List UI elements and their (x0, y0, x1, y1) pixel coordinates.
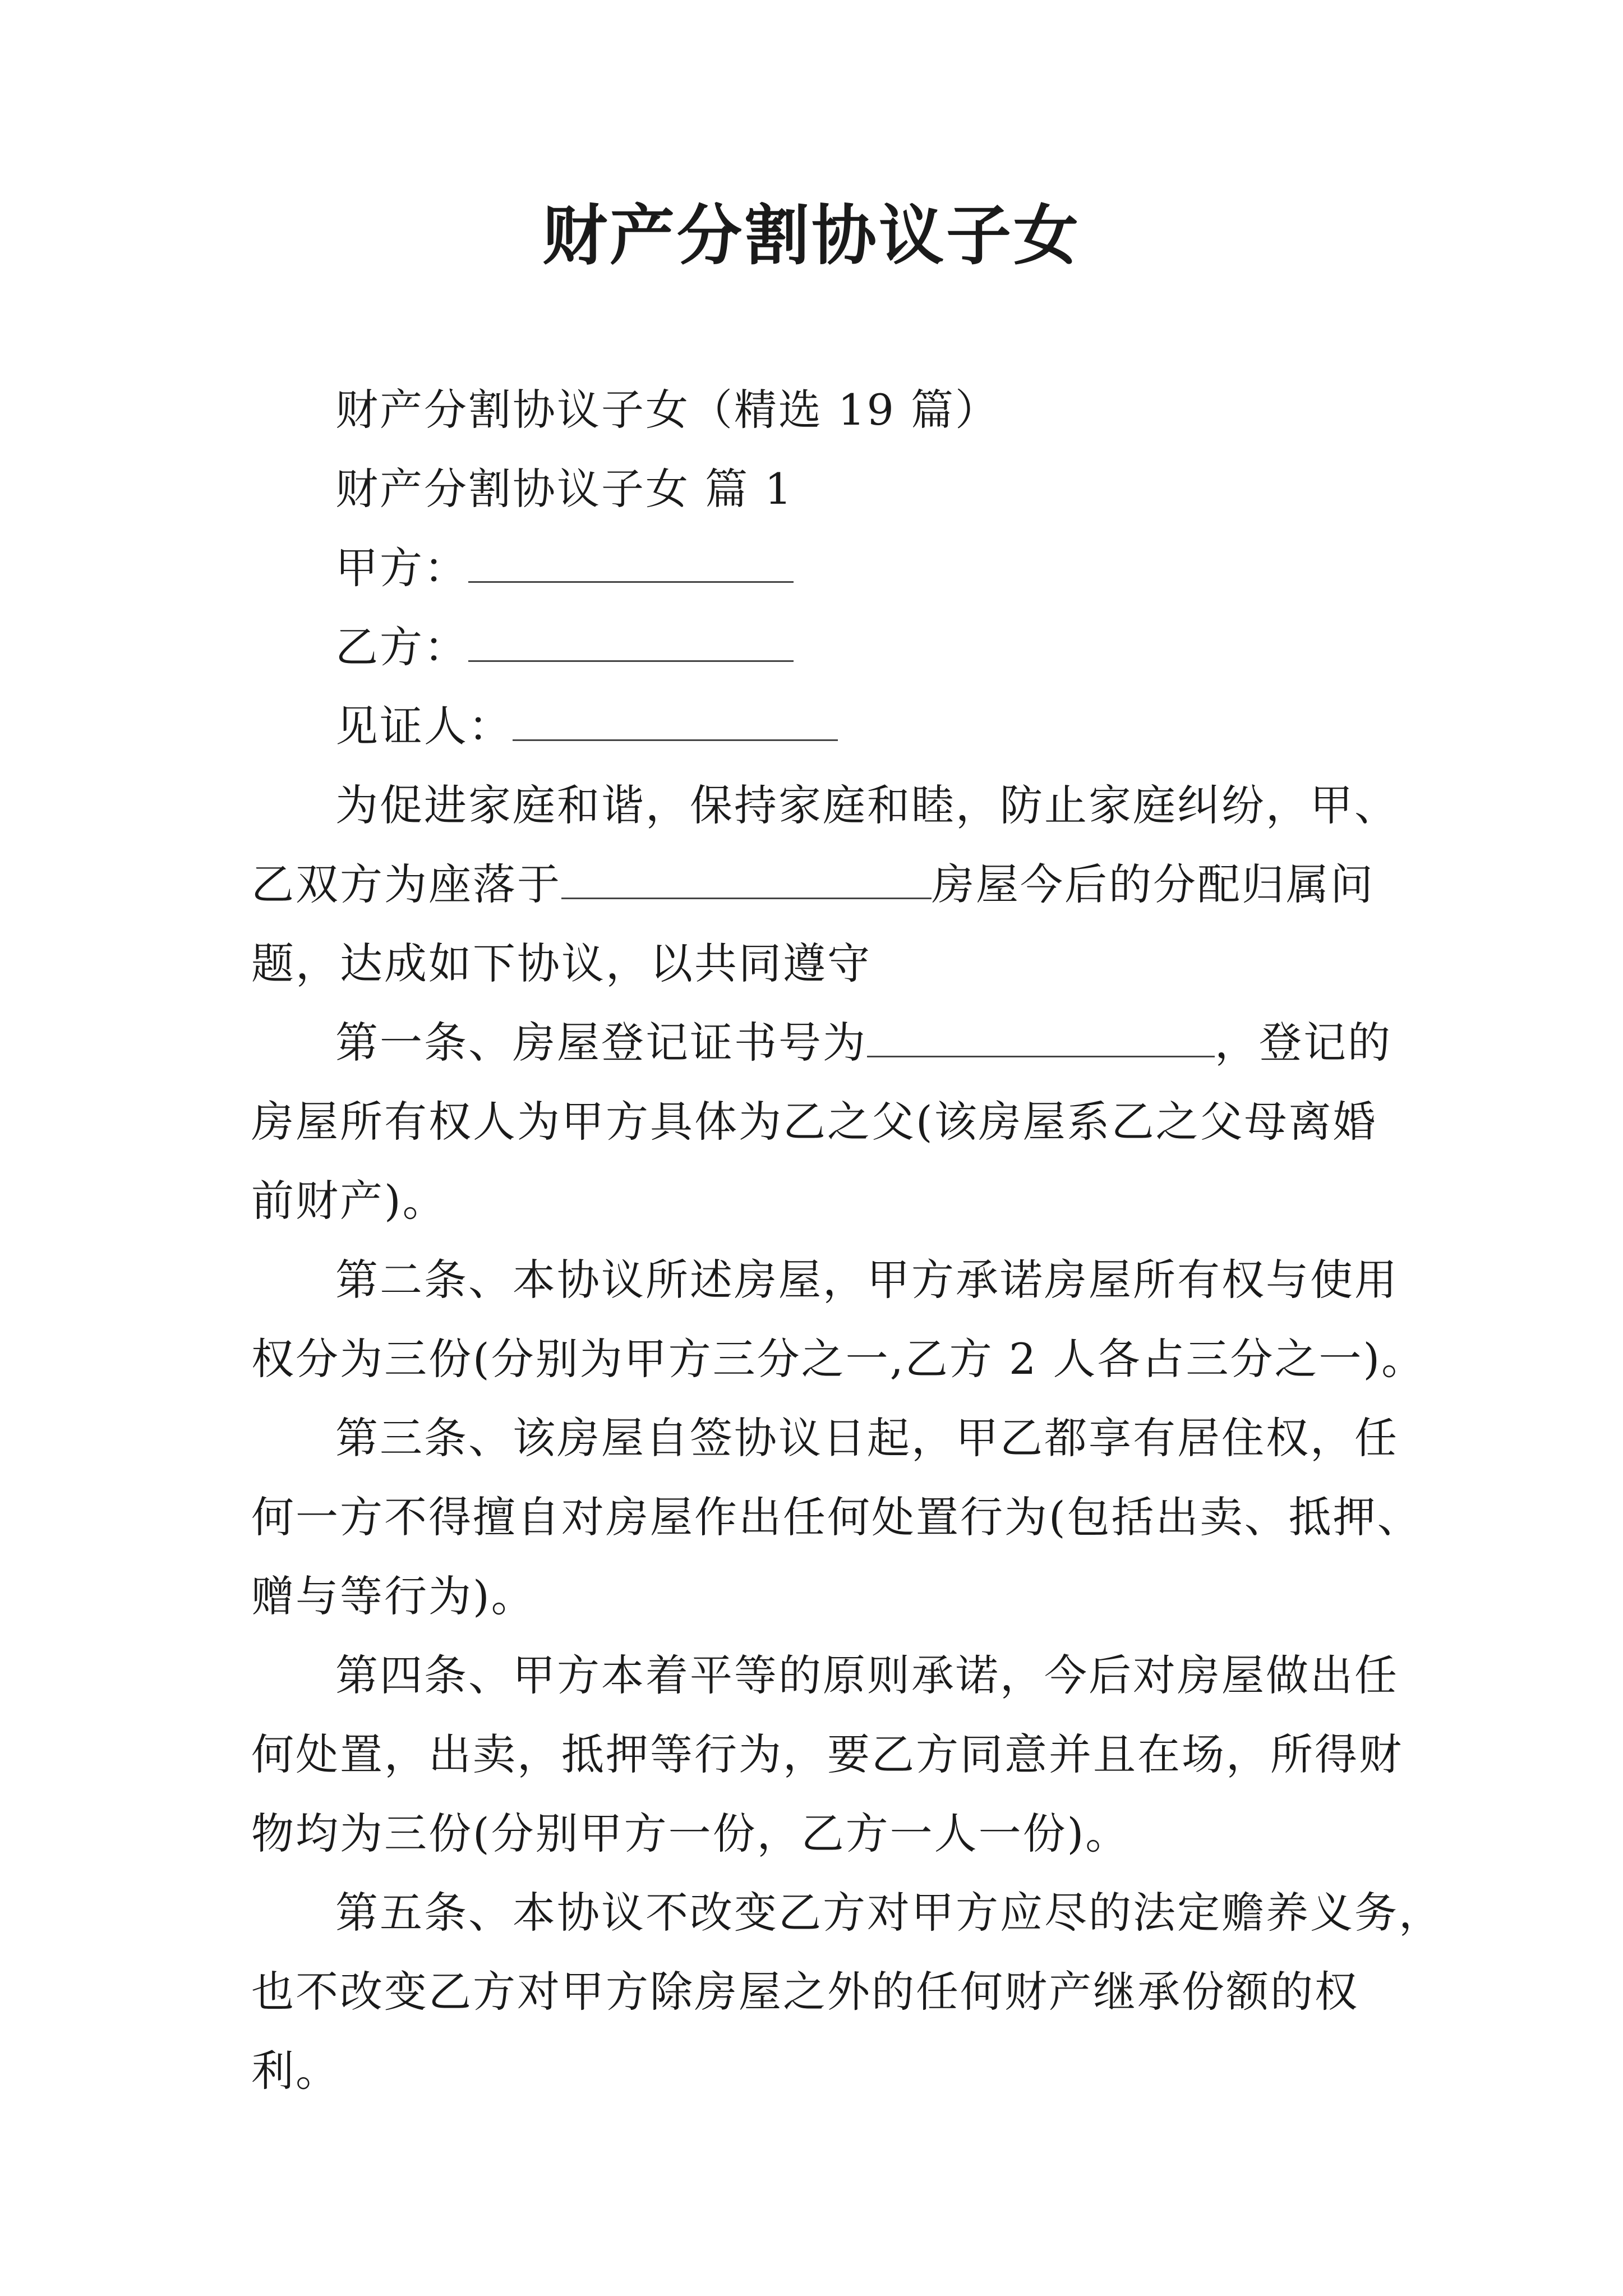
article-4-line-3: 物均为三份(分别甲方一份，乙方一人一份)。 (251, 1809, 1130, 1858)
intro-line-2-start: 乙双方为座落于 (251, 859, 561, 909)
article-1-line-1 (251, 1003, 1392, 1082)
witness-blank (513, 705, 838, 741)
article-4-line-2: 何处置，出卖，抵押等行为，要乙方同意并且在场，所得财 (251, 1729, 1403, 1779)
article-1-line-2: 房屋所有权人为甲方具体为乙之父(该房屋系乙之父母离婚 (251, 1097, 1377, 1147)
article-5-line-3: 利。 (251, 2046, 340, 2096)
document-body (251, 370, 1443, 2110)
certificate-number-blank (867, 1021, 1215, 1057)
article-4-line-1: 第四条、甲方本着平等的原则承诺，今后对房屋做出任 (335, 1650, 1399, 1700)
party-a-label: 甲方： (335, 543, 468, 593)
article-3-line-1: 第三条、该房屋自签协议日起，甲乙都享有居住权，任 (335, 1413, 1399, 1463)
article-1-line-3: 前财产)。 (251, 1176, 447, 1226)
intro-line-3: 题，达成如下协议，以共同遵守 (251, 938, 872, 988)
intro-line-2-end: 房屋今后的分配归属问 (932, 859, 1375, 909)
party-a-line (251, 528, 1384, 608)
article-3-line-2: 何一方不得擅自对房屋作出任何处置行为(包括出卖、抵押、 (251, 1492, 1422, 1542)
party-a-blank (468, 546, 794, 583)
article-1-start: 第一条、房屋登记证书号为 (335, 1018, 867, 1068)
party-b-blank (468, 625, 794, 662)
article-5-line-1: 第五条、本协议不改变乙方对甲方应尽的法定赡养义务， (335, 1888, 1443, 1938)
article-2-line-2: 权分为三份(分别为甲方三分之一,乙方 2 人各占三分之一)。 (251, 1334, 1426, 1384)
intro-line-2 (251, 845, 1384, 924)
article-1-end: ，登记的 (1215, 1018, 1392, 1068)
article-2-line-1: 第二条、本协议所述房屋，甲方承诺房屋所有权与使用 (335, 1255, 1399, 1305)
subtitle-line: 财产分割协议子女（精选 19 篇） (335, 385, 1000, 435)
article-5-line-2: 也不改变乙方对甲方除房屋之外的任何财产继承份额的权 (251, 1967, 1359, 2017)
witness-label: 见证人： (335, 701, 513, 751)
intro-line-1: 为促进家庭和谐，保持家庭和睦，防止家庭纠纷，甲、 (335, 780, 1399, 830)
property-location-blank (561, 863, 932, 899)
section-heading: 财产分割协议子女 篇 1 (335, 464, 794, 514)
article-3-line-3: 赠与等行为)。 (251, 1571, 536, 1621)
witness-line (251, 687, 1384, 766)
party-b-label: 乙方： (335, 622, 468, 672)
party-b-line (251, 608, 1384, 687)
document-title: 财产分割协议子女 (542, 197, 1081, 274)
